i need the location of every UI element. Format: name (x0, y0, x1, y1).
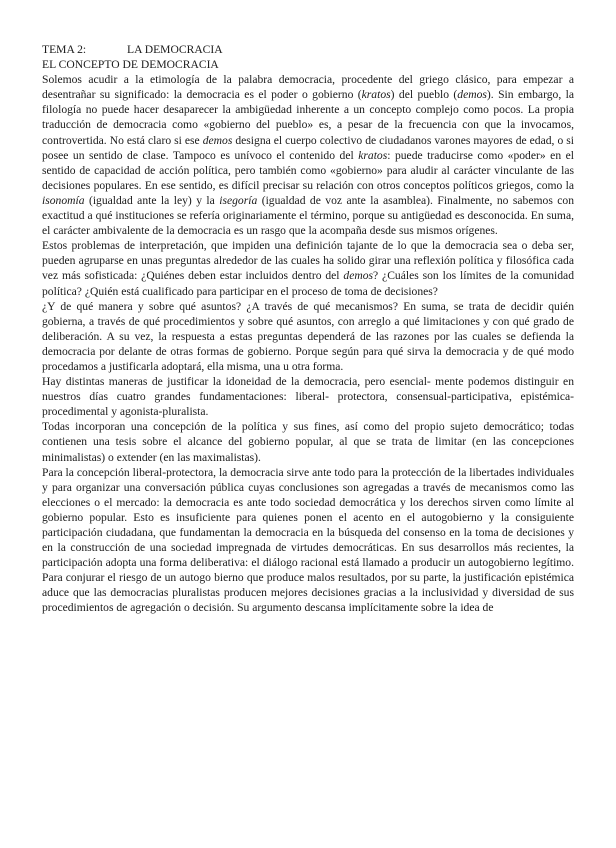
topic-heading (42, 42, 574, 57)
italic-term: demos (457, 88, 487, 102)
italic-term: kratos (361, 88, 391, 102)
paragraph (42, 374, 574, 419)
text-run: ¿Y de qué manera y sobre qué asuntos? ¿A través de qué mecanismos? En suma, se trata de decidir quién gobierna, a través de qué procedimientos y sobre qué asuntos, con arreglo a qué limitaciones y con qué grado de deliberación. A su vez, la respuesta a estas preguntas dependerá de las razones por las cuales se defienda la democracia por delante de otras formas de gobierno. Porque según para qué sirva la democracia y de qué modo procedamos a justificarla adoptará, ella misma, una u otra forma. (42, 299, 574, 373)
topic-number: TEMA 2: (42, 43, 87, 56)
text-run: (igualdad de voz ante la asamblea). Finalmente, no sabemos con exactitud a qué instituciones se refería originariamente el término, porque su antigüedad es desconocida. En suma, el carácter ambivalente de la democracia es un rasgo que la acompaña desde sus mismos orígenes. (42, 193, 575, 238)
body-text (42, 72, 574, 615)
text-run: ? ¿Cuáles son los límites de la comunidad política? ¿Quién está cualificado para participar en el proceso de toma de decisiones? (42, 269, 574, 298)
italic-term: isegoría (219, 193, 258, 207)
paragraph (42, 238, 574, 298)
text-run: Estos problemas de interpretación, que impiden una definición tajante de lo que la democracia sea o deba ser, pueden agruparse en unas preguntas alrededor de las cuales ha solido girar una reflexión política y filosófica cada vez más sofisticada: ¿Quiénes deben estar incluidos dentro del (42, 239, 574, 283)
document-page (42, 42, 574, 616)
text-run: designa el cuerpo colectivo de ciudadanos varones mayores de edad, o si posee un sentido de clase. Tampoco es unívoco el contenido del (42, 133, 574, 162)
text-run: (igualdad ante la ley) y la (84, 193, 220, 207)
text-run: : puede traducirse como «poder» en el sentido de capacidad de acción política, pero también como «gobierno» para aludir al carácter vinculante de las decisiones populares. En ese sentido, es difícil precisar su relación con otros conceptos políticos griegos, como la (42, 148, 575, 192)
section-subtitle: EL CONCEPTO DE DEMOCRACIA (42, 58, 219, 72)
text-run: ). Sin embargo, la filología no puede hacer desaparecer la ambigüedad inherente a un concepto complejo como pocos. La propia traducción de democracia como «gobierno del pueblo» es, a pesar de la frecuencia con que la invocamos, controvertida. No está claro si ese (42, 88, 574, 147)
paragraph (42, 465, 574, 616)
paragraph (42, 299, 574, 374)
italic-term: demos (202, 133, 233, 147)
italic-term: isonomía (42, 193, 85, 207)
text-run: ) del pueblo ( (390, 88, 458, 102)
italic-term: kratos (358, 148, 388, 162)
paragraph (42, 419, 574, 464)
italic-term: demos (343, 269, 374, 283)
paragraph (42, 72, 574, 238)
text-run: Hay distintas maneras de justificar la idoneidad de la democracia, pero esencial- mente podemos distinguir en nuestros días cuatro grandes fundamentaciones: liberal- protectora, consensual-participativa, epistémica-procedimental y agonista-pluralista. (42, 375, 574, 419)
text-run: Todas incorporan una concepción de la política y sus fines, así como del propio sujeto democrático; todas contienen una tesis sobre el alcance del gobierno popular, al que se trata de limitar (en las concepciones minimalistas) o extender (en las maximalistas). (42, 420, 574, 464)
text-run: Solemos acudir a la etimología de la palabra democracia, procedente del griego clásico, para empezar a desentrañar su significado: la democracia es el poder o gobierno ( (42, 73, 574, 102)
topic-title: LA DEMOCRACIA (127, 43, 223, 56)
text-run: Para la concepción liberal-protectora, la democracia sirve ante todo para la protección de la libertades individuales y para organizar una conversación pública cuyas conclusiones son agregadas a través de mecanismos como las elecciones o el mercado: la democracia es ante todo sociedad democrática y los derechos sirven como límite al gobierno popular. Esto es insuficiente para quienes ponen el acento en el autogobierno y la consiguiente participación ciudadana, que fundamentan la democracia en la búsqueda del consenso en la toma de decisiones y en la construcción de una sociedad impregnada de virtudes democráticas. En sus desarrollos más recientes, la participación adopta una forma deliberativa: el diálogo racional está llamado a producir un autogobierno legítimo. Para conjurar el riesgo de un autogo bierno que produce malos resultados, por su parte, la justificación epistémica aduce que las democracias pluralistas producen mejores decisiones gracias a la inclusividad y diversidad de sus procedimientos de agregación o decisión. Su argumento descansa implícitamente sobre la idea de (42, 465, 574, 615)
